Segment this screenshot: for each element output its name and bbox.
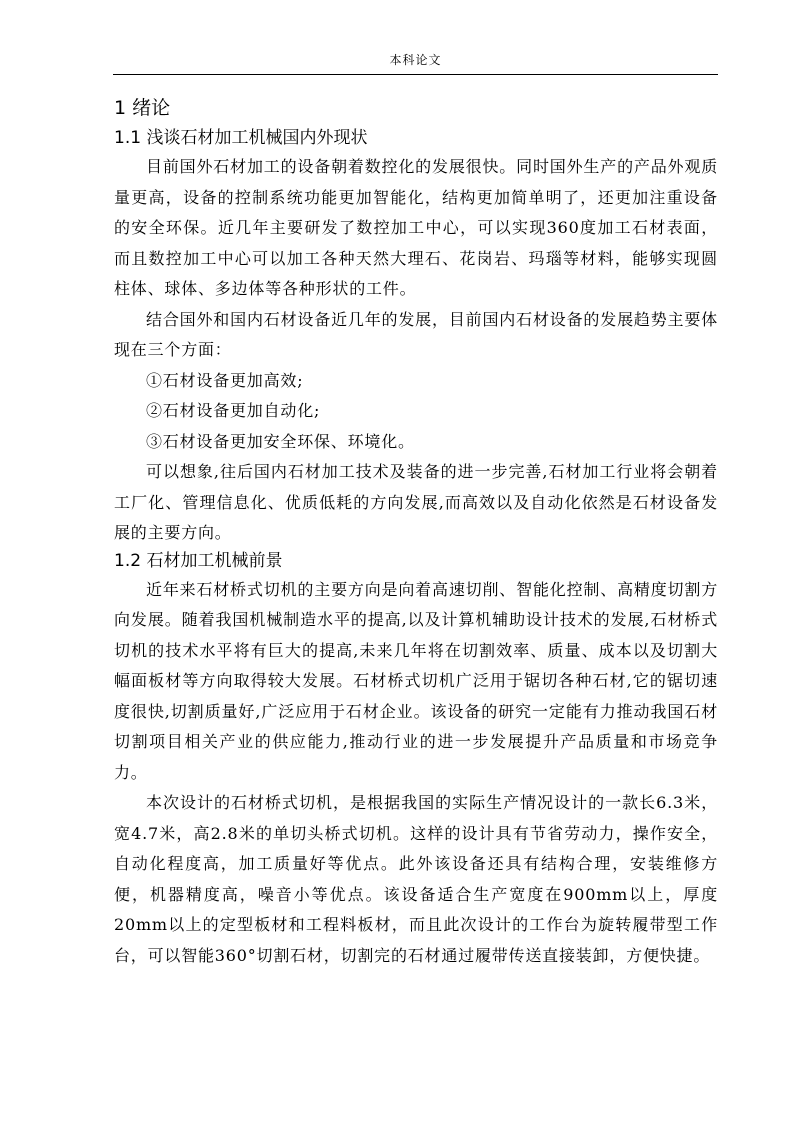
document-body (114, 94, 718, 971)
section-title-1-2: 1.2 石材加工机械前景 (114, 550, 283, 571)
chapter-title: 1 绪论 (114, 97, 171, 119)
paragraph: 本次设计的石材桥式切机，是根据我国的实际生产情况设计的一款长6.3米，宽4.7米，高2.8米的单切头桥式切机。这样的设计具有节省劳动力，操作安全，自动化程度高，加工质量好等优点。此外该设备还具有结构合理，安装维修方便，机器精度高，噪音小等优点。该设备适合生产宽度在900mm以上，厚度20mm以上的定型板材和工程料板材，而且此次设计的工作台为旋转履带型工作台，可以智能360°切割石材，切割完的石材通过履带传送直接装卸，方便快捷。 (114, 793, 718, 965)
paragraph: 可以想象,往后国内石材加工技术及装备的进一步完善,石材加工行业将会朝着工厂化、管理信息化、优质低耗的方向发展,而高效以及自动化依然是石材设备发展的主要方向。 (114, 462, 718, 542)
header-rule (113, 74, 718, 75)
list-item: ③石材设备更加安全环保、环境化。 (146, 431, 415, 451)
list-item: ②石材设备更加自动化; (146, 401, 321, 420)
running-header: 本科论文 (389, 53, 442, 67)
paragraph: 结合国外和国内石材设备近几年的发展，目前国内石材设备的发展趋势主要体现在三个方面： (114, 309, 718, 359)
list-item: ①石材设备更加高效; (146, 370, 304, 390)
section-title-1-1: 1.1 浅谈石材加工机械国内外现状 (114, 128, 368, 148)
paragraph: 近年来石材桥式切机的主要方向是向着高速切削、智能化控制、高精度切割方向发展。随着我国机械制造水平的提高,以及计算机辅助设计技术的发展,石材桥式切机的技术水平将有巨大的提高,未来几年将在切割效率、质量、成本以及切割大幅面板材等方向取得较大发展。石材桥式切机广泛用于锯切各种石材,它的锯切速度很快,切割质量好,广泛应用于石材企业。该设备的研究一定能有力推动我国石材切割项目相关产业的供应能力,推动行业的进一步发展提升产品质量和市场竞争力。 (114, 579, 718, 782)
paragraph: 目前国外石材加工的设备朝着数控化的发展很快。同时国外生产的产品外观质量更高，设备的控制系统功能更加智能化，结构更加简单明了，还更加注重设备的安全环保。近几年主要研发了数控加工中心，可以实现360度加工石材表面，而且数控加工中心可以加工各种天然大理石、花岗岩、玛瑙等材料，能够实现圆柱体、球体、多边体等各种形状的工件。 (114, 157, 718, 298)
